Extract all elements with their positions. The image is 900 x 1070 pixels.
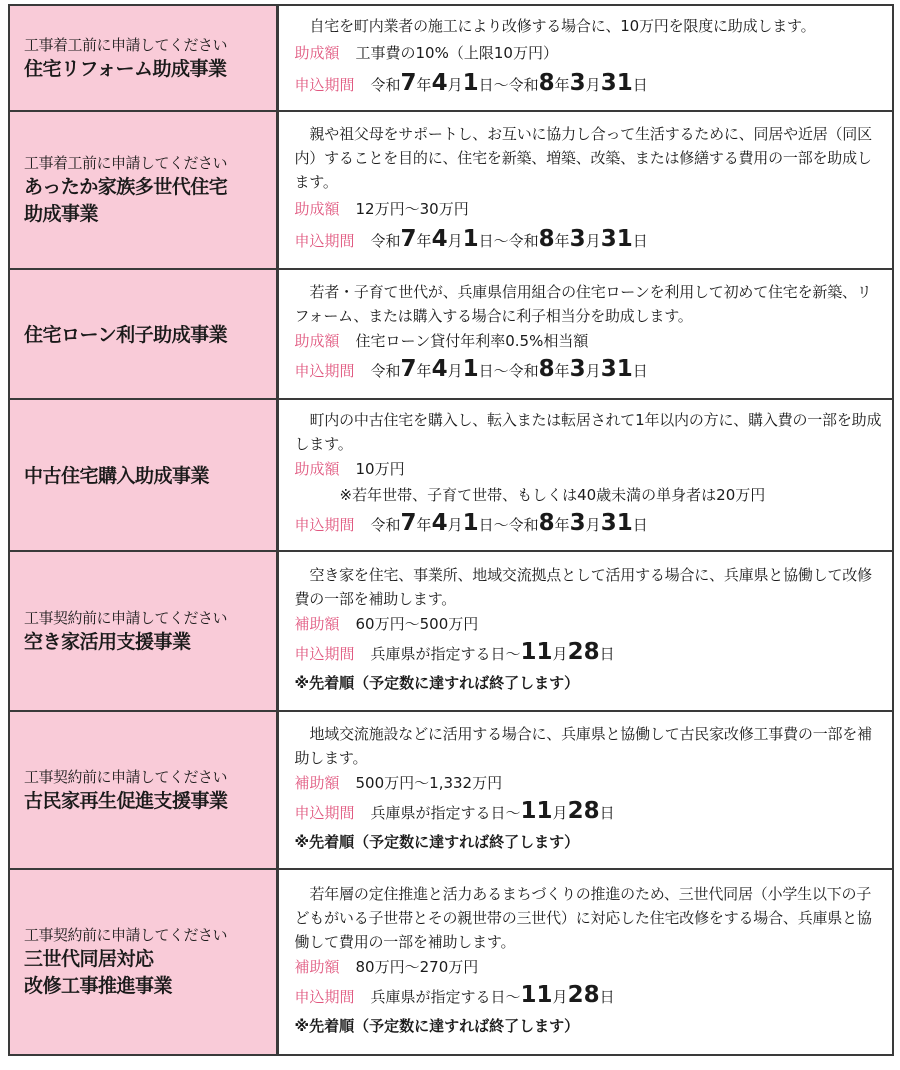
program-name: 住宅リフォーム助成事業 <box>24 57 227 80</box>
amount-value: 500万円～1,332万円 <box>355 774 503 792</box>
first-come-note: ※先着順（予定数に達すれば終了します） <box>294 833 580 851</box>
table-row <box>9 111 893 269</box>
period-label: 申込期間 <box>294 76 355 94</box>
program-description: 地域交流施設などに活用する場合に、兵庫県と協働して古民家改修工事費の一部を補助します。 <box>294 725 872 767</box>
table-row <box>9 5 893 111</box>
amount-value: 住宅ローン貸付年利率0.5%相当額 <box>355 332 589 350</box>
amount-line <box>295 328 885 354</box>
amount-value: 工事費の10%（上限10万円） <box>355 44 558 62</box>
amount-line <box>295 456 885 482</box>
period-line: 申込期間 令和7年4月1日～令和8年3月31日 <box>294 510 648 536</box>
period-line: 申込期間 令和7年4月1日～令和8年3月31日 <box>294 226 648 252</box>
program-title-cell <box>9 551 277 711</box>
program-name: 三世代同居対応 <box>24 948 154 970</box>
period-line: 申込期間 兵庫県が指定する日～11月28日 <box>294 982 615 1008</box>
application-timing-note: 工事契約前に申請してください <box>24 926 228 944</box>
program-name: 中古住宅購入助成事業 <box>24 464 210 487</box>
table-row <box>9 711 893 869</box>
table-row <box>9 269 893 399</box>
amount-line <box>295 38 885 68</box>
program-detail-cell <box>277 551 893 711</box>
program-title-cell <box>9 711 277 869</box>
table-row <box>9 869 893 1055</box>
program-detail-cell <box>277 711 893 869</box>
amount-line <box>295 194 885 224</box>
period-label: 申込期間 <box>294 516 355 534</box>
period-label: 申込期間 <box>294 232 355 250</box>
amount-line <box>295 954 885 980</box>
amount-value: 12万円～30万円 <box>355 200 469 218</box>
program-title-cell <box>9 399 277 551</box>
table-row <box>9 551 893 711</box>
application-timing-note: 工事契約前に申請してください <box>24 767 228 786</box>
program-detail-cell <box>277 5 893 111</box>
program-name: 住宅ローン利子助成事業 <box>24 323 228 346</box>
first-come-note: ※先着順（予定数に達すれば終了します） <box>294 1017 580 1035</box>
amount-value: 10万円 <box>355 460 405 478</box>
program-description: 若者・子育て世代が、兵庫県信用組合の住宅ローンを利用して初めて住宅を新築、リフォーム、または購入する場合に利子相当分を助成します。 <box>294 283 872 325</box>
program-detail-cell <box>277 399 893 551</box>
application-timing-note: 工事着工前に申請してください <box>24 35 228 54</box>
program-detail-cell <box>277 269 893 399</box>
amount-value: 60万円～500万円 <box>355 615 479 633</box>
period-line: 申込期間 兵庫県が指定する日～11月28日 <box>294 798 615 824</box>
amount-label: 助成額 <box>294 460 340 478</box>
program-description: 町内の中古住宅を購入し、転入または転居されて1年以内の方に、購入費の一部を助成します。 <box>294 411 882 453</box>
application-timing-note: 工事着工前に申請してください <box>24 154 228 172</box>
program-name: あったか家族多世代住宅 <box>24 176 228 198</box>
program-title-cell <box>9 869 277 1055</box>
program-description: 若年層の定住推進と活力あるまちづくりの推進のため、三世代同居（小学生以下の子どもがいる子世帯とその親世帯の三世代）に対応した住宅改修をする場合、兵庫県と協働して費用の一部を補助します。 <box>294 885 872 951</box>
period-label: 申込期間 <box>294 362 355 380</box>
amount-label: 補助額 <box>294 615 340 633</box>
amount-value: 80万円～270万円 <box>355 958 479 976</box>
program-title-cell <box>9 269 277 399</box>
period-line: 申込期間 令和7年4月1日～令和8年3月31日 <box>294 356 648 382</box>
program-description: 親や祖父母をサポートし、お互いに協力し合って生活するために、同居や近居（同区内）することを目的に、住宅を新築、増築、改築、または修繕する費用の一部を助成します。 <box>294 125 872 191</box>
program-name-line2: 助成事業 <box>24 203 99 225</box>
amount-line <box>295 770 885 796</box>
program-description: 自宅を町内業者の施工により改修する場合に、10万円を限度に助成します。 <box>309 17 816 35</box>
program-title-cell <box>9 111 277 269</box>
period-label: 申込期間 <box>294 804 355 822</box>
program-description: 空き家を住宅、事業所、地域交流拠点として活用する場合に、兵庫県と協働して改修費の一部を補助します。 <box>294 566 872 608</box>
period-line: 申込期間 令和7年4月1日～令和8年3月31日 <box>294 70 648 96</box>
table-row <box>9 399 893 551</box>
amount-label: 補助額 <box>294 774 340 792</box>
program-name: 空き家活用支援事業 <box>24 630 191 653</box>
housing-subsidy-table <box>8 4 894 1056</box>
amount-note: ※若年世帯、子育て世帯、もしくは40歳未満の単身者は20万円 <box>339 486 766 504</box>
amount-label: 助成額 <box>294 44 340 62</box>
first-come-note: ※先着順（予定数に達すれば終了します） <box>294 674 580 692</box>
period-line: 申込期間 兵庫県が指定する日～11月28日 <box>294 639 615 665</box>
amount-line <box>295 611 885 637</box>
program-title-cell <box>9 5 277 111</box>
period-label: 申込期間 <box>294 645 355 663</box>
program-name: 古民家再生促進支援事業 <box>24 789 228 812</box>
application-timing-note: 工事契約前に申請してください <box>24 608 228 627</box>
program-name-line2: 改修工事推進事業 <box>24 975 173 997</box>
amount-label: 助成額 <box>294 200 340 218</box>
program-detail-cell <box>277 111 893 269</box>
amount-label: 補助額 <box>294 958 340 976</box>
period-label: 申込期間 <box>294 988 355 1006</box>
amount-label: 助成額 <box>294 332 340 350</box>
program-detail-cell <box>277 869 893 1055</box>
